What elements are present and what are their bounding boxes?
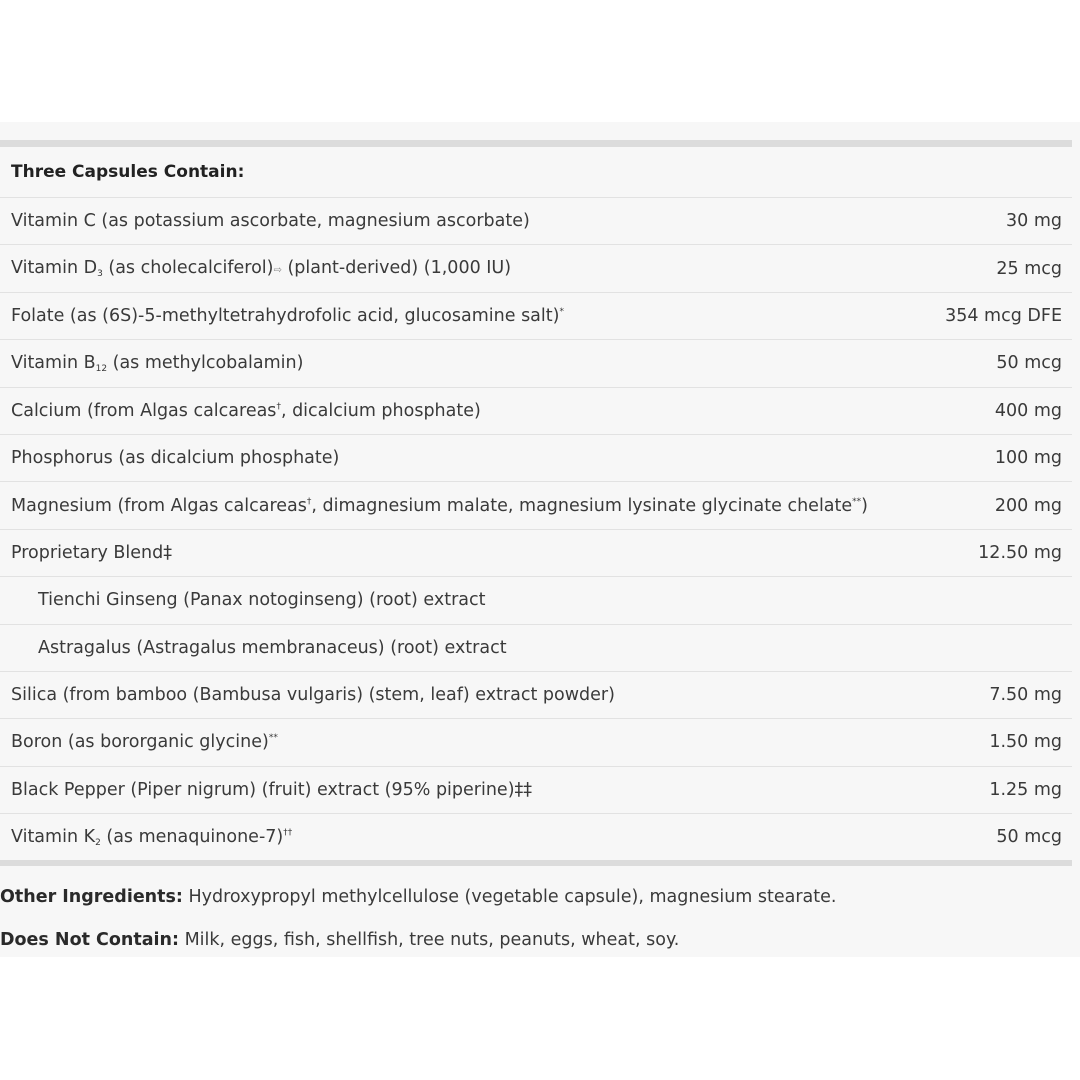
ingredient-name-text: Vitamin D xyxy=(11,258,98,279)
subscript: 2 xyxy=(95,837,101,848)
ingredient-name-text: Boron (as bororganic glycine) xyxy=(11,732,269,753)
ingredient-row-vitamin-b12 xyxy=(0,339,1072,386)
footnote-mark: ‡ xyxy=(163,542,172,563)
other-ingredients-label: Other Ingredients: xyxy=(0,887,183,907)
footnote-mark: ** xyxy=(852,496,862,507)
ingredient-row-calcium xyxy=(0,387,1072,434)
supplement-facts-table xyxy=(0,140,1072,866)
footnote-mark: ‡‡ xyxy=(514,779,533,800)
footnote-mark: ** xyxy=(268,733,278,744)
ingredient-name-text: Folate (as (6S)-5-methyltetrahydrofolic acid, glucosamine salt) xyxy=(11,305,560,326)
ingredient-row-black-pepper xyxy=(0,766,1072,813)
ingredient-row-silica xyxy=(0,671,1072,718)
other-ingredients-text: Hydroxypropyl methylcellulose (vegetable capsule), magnesium stearate. xyxy=(182,887,837,907)
table-title: Three Capsules Contain: xyxy=(11,162,245,182)
ingredient-name: Phosphorus (as dicalcium phosphate) xyxy=(11,448,340,469)
ingredient-amount: 30 mg xyxy=(1006,211,1062,232)
arrow-icon: ⇨ xyxy=(273,265,282,277)
ingredient-row-tienchi-ginseng xyxy=(0,576,1072,623)
ingredient-name xyxy=(0,780,989,800)
top-divider xyxy=(0,140,1072,147)
ingredient-row-boron xyxy=(0,718,1072,765)
ingredient-name-text: ) xyxy=(861,495,868,516)
ingredient-name-text: Vitamin B xyxy=(11,352,96,373)
ingredient-row-astragalus xyxy=(0,624,1072,671)
ingredient-name-text: , dimagnesium malate, magnesium lysinate glycinate chelate xyxy=(311,495,853,516)
ingredient-amount: 1.50 mg xyxy=(989,732,1062,753)
ingredient-row-vitamin-c xyxy=(0,197,1072,244)
ingredient-name xyxy=(0,306,945,326)
ingredient-name xyxy=(0,258,996,279)
footnote-mark: † xyxy=(276,401,281,412)
subscript: 12 xyxy=(95,363,108,374)
ingredient-name-text: Calcium (from Algas calcareas xyxy=(11,400,277,421)
ingredient-name xyxy=(0,401,995,421)
ingredient-row-proprietary-blend xyxy=(0,529,1072,576)
ingredient-name: Tienchi Ginseng (Panax notoginseng) (root) extract xyxy=(38,590,486,611)
does-not-contain-label: Does Not Contain: xyxy=(0,930,180,950)
ingredient-amount: 400 mg xyxy=(994,400,1062,421)
ingredient-name xyxy=(0,827,996,848)
ingredient-row-magnesium xyxy=(0,481,1072,528)
ingredient-row-vitamin-k2 xyxy=(0,813,1072,860)
ingredient-name-text: Vitamin K xyxy=(11,826,96,847)
ingredient-amount: 50 mcg xyxy=(996,353,1062,374)
bottom-divider xyxy=(0,860,1072,866)
ingredient-name: Astragalus (Astragalus membranaceus) (root) extract xyxy=(38,637,507,658)
ingredient-amount: 1.25 mg xyxy=(989,779,1062,800)
ingredient-amount: 200 mg xyxy=(994,495,1062,516)
ingredient-amount: 25 mcg xyxy=(996,258,1062,279)
ingredient-row-phosphorus xyxy=(0,434,1072,481)
ingredient-name-text: Proprietary Blend xyxy=(11,542,164,563)
ingredient-name xyxy=(0,543,978,563)
ingredient-name-text: Black Pepper (Piper nigrum) (fruit) extract (95% piperine) xyxy=(11,779,515,800)
ingredient-row-folate xyxy=(0,292,1072,339)
ingredient-name: Vitamin C (as potassium ascorbate, magnesium ascorbate) xyxy=(11,211,530,232)
does-not-contain-text: Milk, eggs, fish, shellfish, tree nuts, peanuts, wheat, soy. xyxy=(179,930,680,950)
ingredient-name-text: (plant-derived) (1,000 IU) xyxy=(281,258,512,279)
ingredient-name xyxy=(0,496,995,516)
footnote-mark: † xyxy=(306,496,312,507)
ingredient-amount: 7.50 mg xyxy=(989,685,1062,706)
subscript: 3 xyxy=(97,269,103,280)
ingredient-amount: 354 mcg DFE xyxy=(945,305,1062,326)
does-not-contain xyxy=(0,930,1072,950)
ingredient-name xyxy=(0,353,996,374)
ingredient-name xyxy=(0,732,989,752)
ingredient-amount: 100 mg xyxy=(994,448,1062,469)
ingredient-amount: 12.50 mg xyxy=(978,542,1062,563)
ingredient-name-text: (as methylcobalamin) xyxy=(107,352,304,373)
footnote-mark: †† xyxy=(283,827,293,838)
ingredient-name-text: Magnesium (from Algas calcareas xyxy=(11,495,307,516)
ingredient-name-text: (as menaquinone-7) xyxy=(100,826,284,847)
ingredient-name-text: (as cholecalciferol) xyxy=(102,258,274,279)
footnote-mark: * xyxy=(559,306,564,317)
ingredient-amount: 50 mcg xyxy=(996,827,1062,848)
ingredient-name-text: , dicalcium phosphate) xyxy=(280,400,481,421)
ingredient-name: Silica (from bamboo (Bambusa vulgaris) (stem, leaf) extract powder) xyxy=(11,685,615,706)
other-ingredients xyxy=(0,887,1072,907)
ingredient-row-vitamin-d3 xyxy=(0,244,1072,291)
